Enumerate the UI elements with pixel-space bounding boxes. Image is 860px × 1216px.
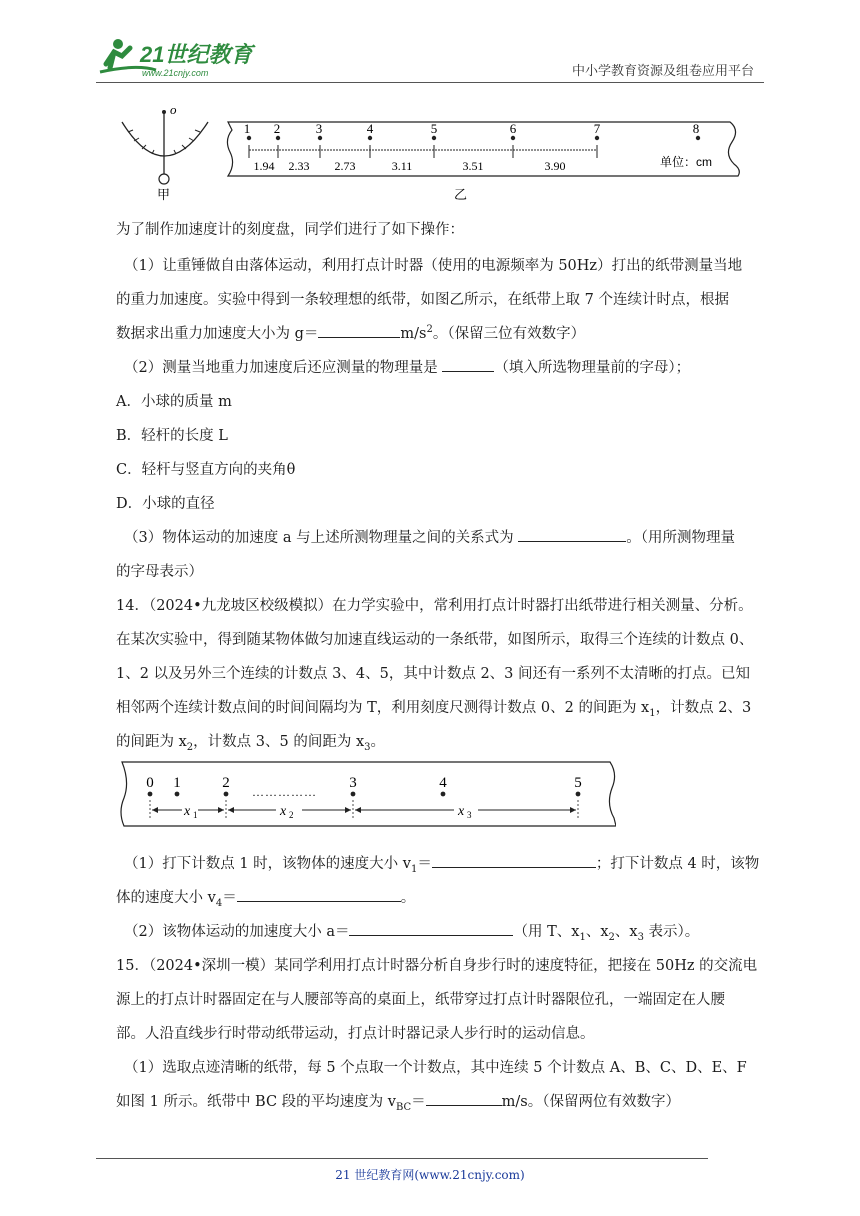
option-d: D．小球的直径 [116,496,215,512]
tape-point-2: 2 [273,121,281,136]
faint-dots: …………… [252,785,317,799]
problem14-line5: 的间距为 $x_2$，计数点 3、5 的间距为 $x_3$。 [116,734,386,753]
footer-text: 21 世纪教育网(www.21cnjy.com) [335,1168,525,1182]
logo-text: 21世纪教育 [140,42,253,67]
figure-tape-2 [116,758,616,830]
q1-line3-note: 。（保留三位有效数字） [432,326,586,342]
problem14-line3: 1、2 以及另外三个连续的计数点 3、4、5，其中计数点 2、3 间还有一系列不太清晰的打点。已知 [116,666,751,682]
footer-divider [96,1158,708,1159]
p14-q1-line2: 体的速度大小 $v_4=$ 。 [116,886,415,909]
problem14-line4: 相邻两个连续计数点间的时间间隔均为 T，利用刻度尺测得计数点 0、2 的间距为 $x_1$，计数点 2、3 [116,700,752,719]
tape-point-1: 1 [243,121,251,136]
intro-text: 为了制作加速度计的刻度盘，同学们进行了如下操作： [116,222,464,238]
p14-q1-line1: （1）打下计数点 1 时，该物体的速度大小 $v_1=$ ；打下计数点 4 时，该物 [124,852,759,875]
segment-2: 2.33 [288,159,310,173]
answer-blank-q3[interactable] [518,527,626,542]
segment-5: 3.51 [462,159,484,173]
tape2-point-3: 3 [349,775,357,791]
label-x3: x [458,804,465,819]
svg-text:1: 1 [193,810,198,820]
p14-q2-line: （2）该物体运动的加速度大小 a＝ （用 T、$x_1$、$x_2$、$x_3$ 表示）。 [124,920,699,943]
problem15-line2: 源上的打点计时器固定在与人腰部等高的桌面上，纸带穿过打点计时器限位孔，一端固定在人腰 [116,992,725,1008]
label-x1: x [184,804,191,819]
q3-note: 。（用所测物理量 [626,530,735,546]
unit-ms: m/s [400,326,427,342]
tape-point-3: 3 [315,121,323,136]
answer-blank-v4[interactable] [237,887,401,902]
tape2-point-0: 0 [146,775,154,791]
label-jia: 甲 [157,187,171,202]
label-x2: x [280,804,287,819]
answer-blank-vbc[interactable] [426,1091,502,1106]
label-yi: 乙 [454,187,468,202]
q2-note: （填入所选物理量前的字母）； [494,360,691,376]
figure-pendulum-tape [112,100,762,208]
option-c: C．轻杆与竖直方向的夹角θ [116,462,296,478]
tape-unit: 单位：cm [660,155,712,169]
problem14-line2: 在某次实验中，得到随某物体做匀加速直线运动的一条纸带，如图所示，取得三个连续的计数点 0、 [116,632,754,648]
pendulum-ball [159,174,169,184]
problem14-line1: 14．（2024•九龙坡区校级模拟）在力学实验中，常利用打点计时器打出纸带进行相关测量、分析。 [116,598,753,614]
header-divider [96,82,764,83]
option-a: A．小球的质量 m [116,394,232,410]
tape2-point-1: 1 [173,775,181,791]
answer-blank-q2[interactable] [442,357,494,372]
tape2-point-4: 4 [439,775,447,791]
q3-line2: 的字母表示） [116,564,203,580]
svg-text:3: 3 [467,810,472,820]
tape-point-7: 7 [593,121,601,136]
label-o: o [170,102,177,117]
tape-point-8: 8 [692,121,700,136]
q1-line2: 的重力加速度。实验中得到一条较理想的纸带，如图乙所示，在纸带上取 7 个连续计时点，根据 [116,292,729,308]
tape-point-5: 5 [430,121,438,136]
q1-line1: （1）让重锤做自由落体运动，利用打点计时器（使用的电源频率为 50Hz）打出的纸带测量当地 [124,258,743,274]
segment-6: 3.90 [544,159,566,173]
tape-point-4: 4 [366,121,374,136]
header-platform-text: 中小学教育资源及组卷应用平台 [571,64,754,79]
site-logo [96,34,258,80]
segment-3: 2.73 [334,159,356,173]
tape2-point-2: 2 [222,775,230,791]
q3-line [124,526,735,547]
q2-text: （2）测量当地重力加速度后还应测量的物理量是 [124,360,443,376]
answer-blank-v1[interactable] [432,853,596,868]
p15-q1-line1: （1）选取点迹清晰的纸带，每 5 个点取一个计数点，其中连续 5 个计数点 A、B、C、D、E、F [124,1060,747,1076]
segment-4: 3.11 [391,159,413,173]
logo-url: www.21cnjy.com [142,68,209,78]
segment-1: 1.94 [253,159,275,173]
q3-text: （3）物体运动的加速度 a 与上述所测物理量之间的关系式为 [124,530,519,546]
q2-line [124,356,690,377]
problem15-line3: 部。人沿直线步行时带动纸带运动，打点计时器记录人步行时的运动信息。 [116,1026,595,1042]
tape2-point-5: 5 [574,775,582,791]
option-b: B．轻杆的长度 L [116,428,228,444]
gauge-arc [122,122,208,156]
p15-q1-line2: 如图 1 所示。纸带中 BC 段的平均速度为 $v_{BC}= m/s$。（保留两位有效数字） [116,1090,680,1113]
svg-text:2: 2 [289,810,294,820]
q1-line3-text: 数据求出重力加速度大小为 g＝ [116,326,319,342]
problem15-line1: 15．（2024•深圳一模）某同学利用打点计时器分析自身步行时的速度特征，把接在 50Hz 的交流电 [116,958,758,974]
q1-line3 [116,322,585,343]
answer-blank-a[interactable] [349,921,513,936]
answer-blank-g[interactable] [318,323,400,338]
unit-sup: 2 [426,324,433,336]
tape-point-6: 6 [509,121,517,136]
